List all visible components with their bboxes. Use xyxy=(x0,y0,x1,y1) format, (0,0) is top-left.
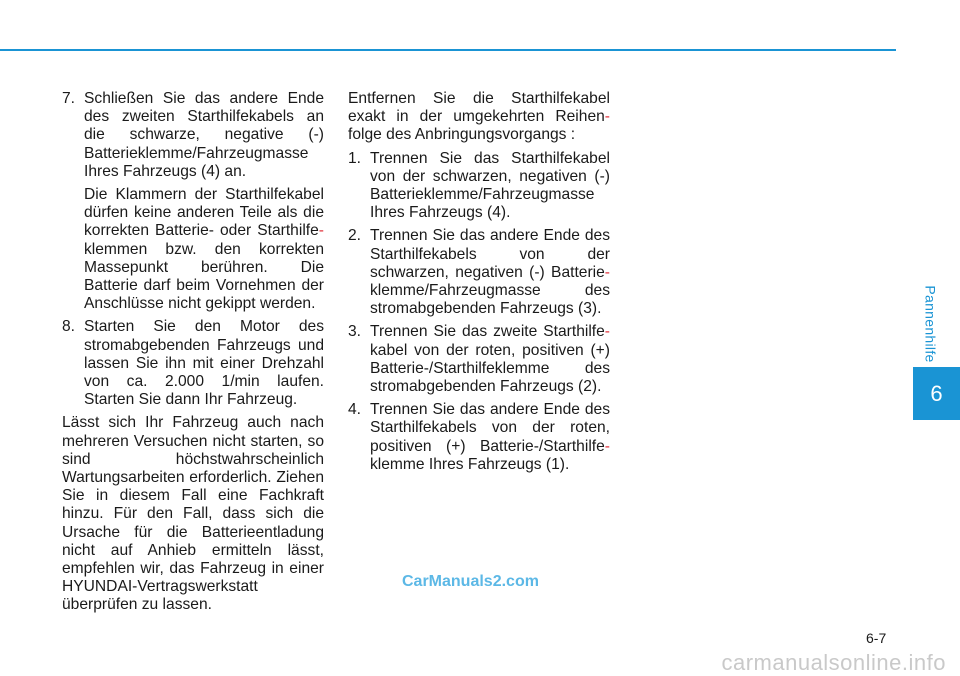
step-8-text: Starten Sie den Motor des stromabgebenden Fahrzeugs und lassen Sie ihn mit einer Drehzahl von ca. 2.000 1/min laufen. Starten Sie dann Ihr Fahrzeug. xyxy=(84,318,324,409)
removal-step-text: Trennen Sie das Starthilfekabel von der schwarzen, negativen (-) Batterieklemme/Fahrzeugmasse Ihres Fahrzeugs (4). xyxy=(370,149,610,222)
soft-hyphen: - xyxy=(604,437,610,455)
site-watermark: carmanualsonline.info xyxy=(721,650,946,675)
soft-hyphen: - xyxy=(604,108,610,126)
step-7-note xyxy=(84,186,324,313)
chapter-tab[interactable]: 6 xyxy=(913,367,960,420)
step-7 xyxy=(62,90,324,313)
removal-step-number: 2. xyxy=(348,227,362,245)
step-8 xyxy=(62,318,324,409)
soft-hyphen: - xyxy=(604,323,610,341)
step-7-text: Schließen Sie das andere Ende des zweiten Starthilfekabels an die schwarze, negative (-) Batterieklemme/Fahrzeugmasse Ihres Fahrzeugs (4) an. xyxy=(84,90,324,180)
soft-hyphen: - xyxy=(604,263,610,281)
removal-intro-part-a: Entfernen Sie die Starthilfekabel exakt in der umgekehrten Reihen xyxy=(348,90,610,126)
left-column xyxy=(62,90,324,620)
removal-step-text-part-a: Trennen Sie das andere Ende des Starthilfekabels von der schwarzen, negativen (-) Batterie xyxy=(370,227,610,281)
removal-step-4 xyxy=(348,401,610,474)
header-rule xyxy=(0,49,896,51)
removal-step-3 xyxy=(348,323,610,396)
section-label-text: Pannenhilfe xyxy=(923,285,940,363)
removal-intro-part-b: folge des Anbringungsvorgangs : xyxy=(348,126,576,144)
right-column xyxy=(348,90,610,479)
removal-step-text-part-b: klemme/Fahrzeugmasse des stromabgebenden Fahrzeugs (3). xyxy=(370,282,610,318)
soft-hyphen: - xyxy=(318,222,324,240)
step-7-note-part-a: Die Klammern der Starthilfekabel dürfen keine anderen Teile als die korrekten Batterie- oder Starthilfe xyxy=(84,186,324,240)
section-label xyxy=(916,284,946,364)
service-paragraph: Lässt sich Ihr Fahrzeug auch nach mehreren Versuchen nicht starten, so sind höchstwahrscheinlich Wartungsarbeiten erforderlich. Ziehen Sie in diesem Fall eine Fachkraft hinzu. Für den Fall, dass sich die Ursache für die Batterieentladung nicht auf Anhieb ermitteln lässt, empfehlen wir, das Fahrzeug in einer HYUNDAI-Vertragswerkstatt überprüfen zu lassen. xyxy=(62,414,324,614)
removal-step-text xyxy=(370,401,610,474)
removal-step-2 xyxy=(348,227,610,318)
removal-step-text-part-b: kabel von der roten, positiven (+) Batterie-/Starthilfeklemme des stromabgebenden Fahrzeugs (2). xyxy=(370,341,610,396)
removal-step-number: 3. xyxy=(348,323,362,341)
removal-step-text-part-a: Trennen Sie das andere Ende des Starthilfekabels von der roten, positiven (+) Batterie-/Starthilfe xyxy=(370,401,610,455)
removal-step-number: 4. xyxy=(348,401,362,419)
removal-intro xyxy=(348,90,610,145)
removal-step-text xyxy=(370,227,610,318)
removal-step-number: 1. xyxy=(348,149,362,167)
removal-step-text-part-b: klemme Ihres Fahrzeugs (1). xyxy=(370,455,570,473)
removal-step-1 xyxy=(348,150,610,223)
step-7-note-part-b: klemmen bzw. den korrekten Massepunkt berühren. Die Batterie darf beim Vornehmen der Anschlüsse nicht gekippt werden. xyxy=(84,240,324,313)
removal-step-text-part-a: Trennen Sie das zweite Starthilfe xyxy=(370,323,605,341)
watermark-link[interactable]: CarManuals2.com xyxy=(402,573,539,590)
step-7-number: 7. xyxy=(62,90,76,107)
step-8-number: 8. xyxy=(62,318,76,336)
page-number: 6-7 xyxy=(866,630,887,646)
removal-step-text xyxy=(370,323,610,396)
